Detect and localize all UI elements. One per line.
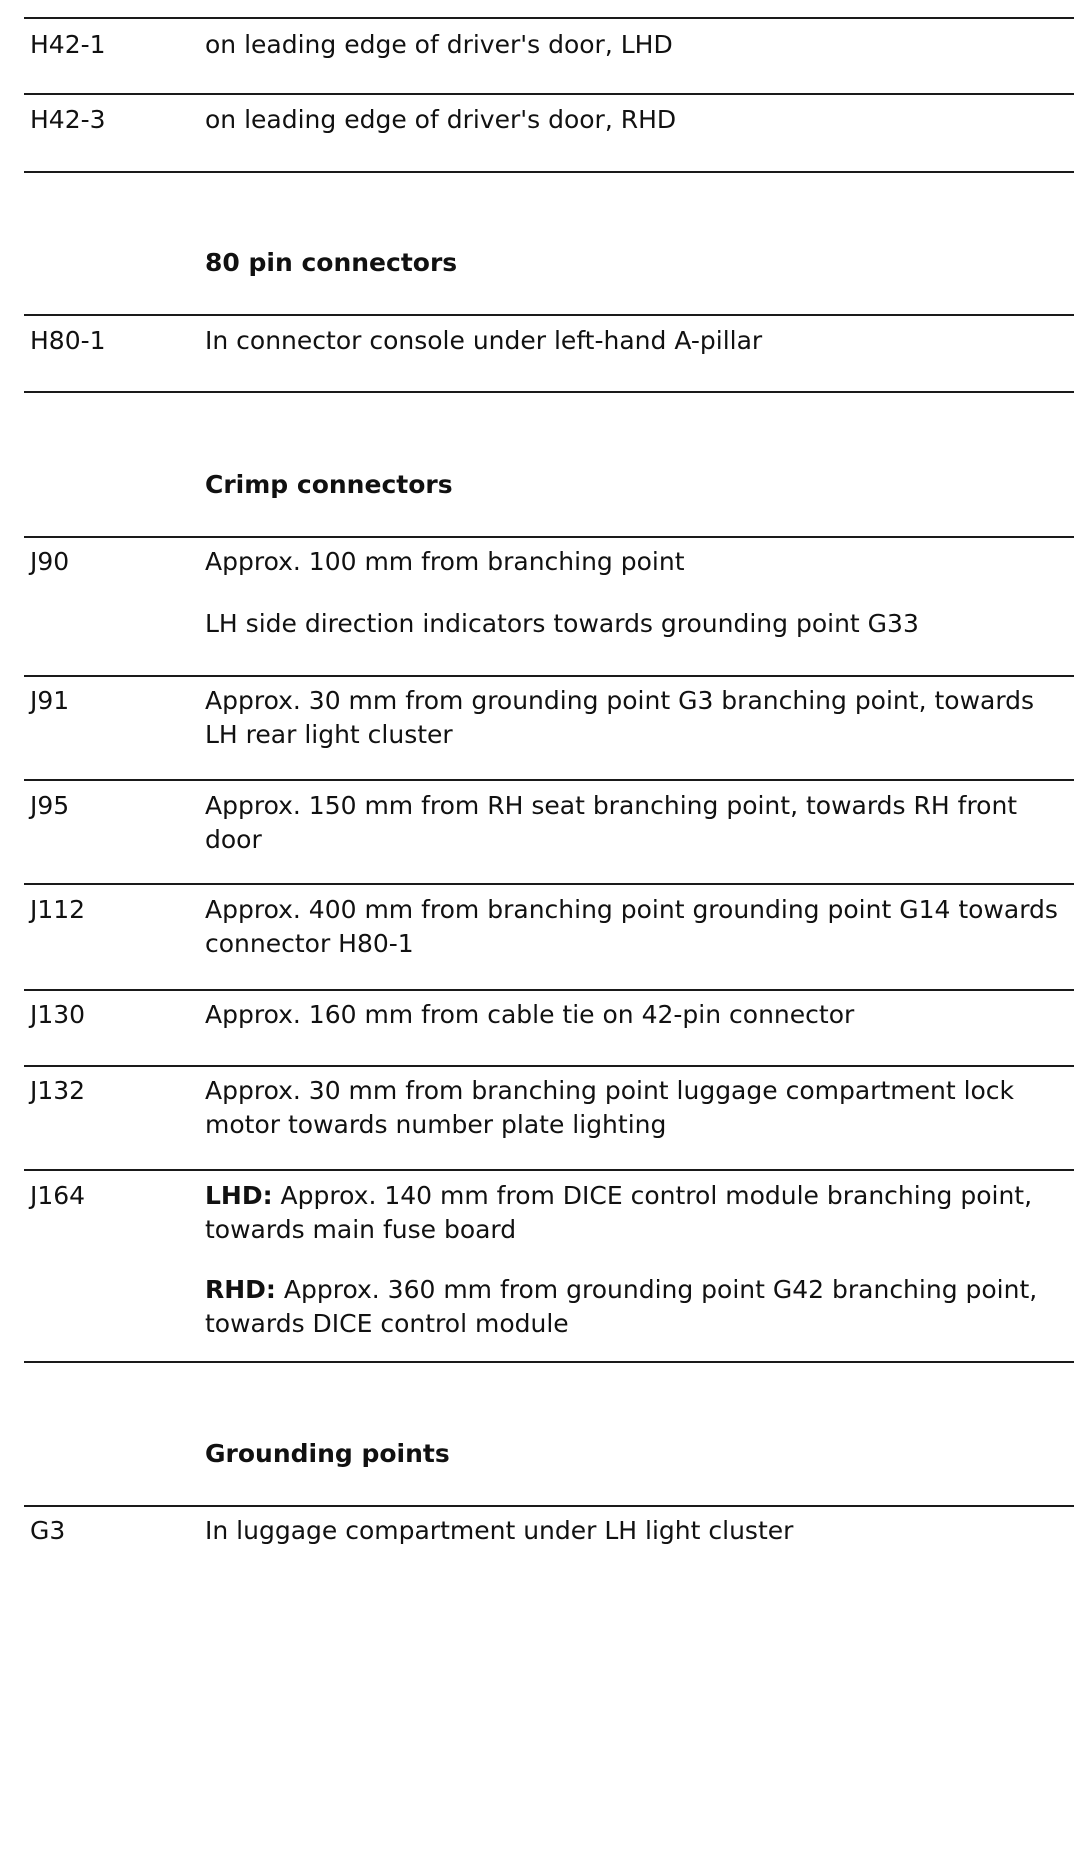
row-description: on leading edge of driver's door, RHD	[205, 105, 677, 134]
divider	[24, 1169, 1074, 1171]
divider	[24, 93, 1074, 95]
rhd-paragraph	[205, 1273, 1065, 1341]
row-description: Approx. 150 mm from RH seat branching point, towards RH front door	[205, 791, 1018, 854]
divider	[24, 1505, 1074, 1507]
row-code: H42-1	[30, 30, 106, 59]
divider	[24, 391, 1074, 393]
row-description	[205, 545, 1065, 641]
row-code: J112	[30, 895, 86, 924]
section-heading-80-pin: 80 pin connectors	[205, 248, 458, 277]
lhd-paragraph	[205, 1179, 1065, 1247]
divider	[24, 779, 1074, 781]
row-description	[205, 1179, 1065, 1341]
row-code: J90	[30, 547, 70, 576]
divider	[24, 536, 1074, 538]
divider	[24, 17, 1074, 19]
row-description: Approx. 30 mm from grounding point G3 branching point, towards LH rear light cluster	[205, 686, 1035, 749]
divider	[24, 989, 1074, 991]
row-description: Approx. 400 mm from branching point grounding point G14 towards connector H80-1	[205, 895, 1058, 958]
row-code: G3	[30, 1516, 66, 1545]
row-code: J95	[30, 791, 70, 820]
row-description: In luggage compartment under LH light cluster	[205, 1516, 794, 1545]
row-code: J91	[30, 686, 70, 715]
row-paragraph: LH side direction indicators towards grounding point G33	[205, 609, 919, 638]
row-code: H42-3	[30, 105, 106, 134]
section-heading-grounding: Grounding points	[205, 1439, 450, 1468]
row-description: Approx. 160 mm from cable tie on 42-pin connector	[205, 1000, 855, 1029]
row-code: J164	[30, 1181, 86, 1210]
row-description: Approx. 30 mm from branching point luggage compartment lock motor towards number plate lighting	[205, 1076, 1015, 1139]
row-code: J132	[30, 1076, 86, 1105]
row-paragraph: Approx. 100 mm from branching point	[205, 547, 685, 576]
divider	[24, 171, 1074, 173]
row-description: In connector console under left-hand A-pillar	[205, 326, 763, 355]
row-code: H80-1	[30, 326, 106, 355]
divider	[24, 883, 1074, 885]
divider	[24, 675, 1074, 677]
row-code: J130	[30, 1000, 86, 1029]
rhd-label: RHD:	[205, 1275, 276, 1304]
section-heading-crimp: Crimp connectors	[205, 470, 453, 499]
divider	[24, 1065, 1074, 1067]
lhd-label: LHD:	[205, 1181, 273, 1210]
row-description: on leading edge of driver's door, LHD	[205, 30, 673, 59]
lhd-text: Approx. 140 mm from DICE control module branching point, towards main fuse board	[205, 1181, 1033, 1244]
divider	[24, 314, 1074, 316]
divider	[24, 1361, 1074, 1363]
rhd-text: Approx. 360 mm from grounding point G42 branching point, towards DICE control module	[205, 1275, 1038, 1338]
